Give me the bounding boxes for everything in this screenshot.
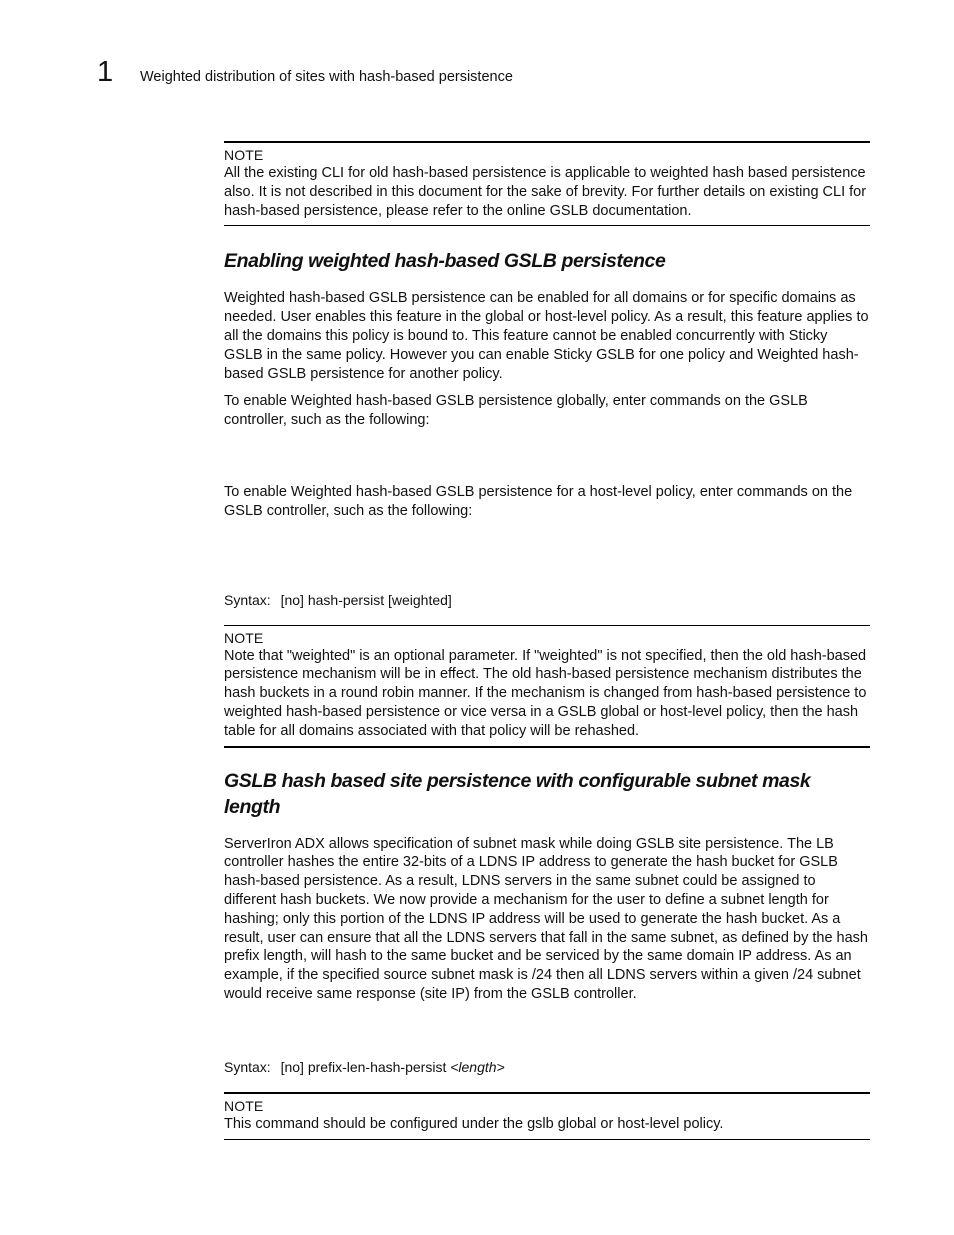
note-box	[224, 1092, 870, 1140]
paragraph: To enable Weighted hash-based GSLB persistence globally, enter commands on the GSLB controller, such as the following:	[224, 393, 808, 429]
note-label: NOTE	[224, 1097, 264, 1114]
note-box	[224, 141, 870, 226]
note-text: All the existing CLI for old hash-based persistence is applicable to weighted hash based persistence also. It is not described in this document for the sake of brevity. For further details on existing CLI for hash-based persistence, please refer to the online GSLB documentation.	[224, 165, 867, 219]
note-text	[224, 647, 870, 741]
syntax-command: [no] hash-persist [weighted]	[280, 591, 452, 608]
paragraph: ServerIron ADX allows specification of subnet mask while doing GSLB site persistence. The LB controller hashes the entire 32-bits of a LDNS IP address to generate the hash bucket for GSLB hash-based persistence. As a result, LDNS servers in the same subnet could be assigned to different hash buckets. We now provide a mechanism for the user to define a subnet length for hashing; only this portion of the LDNS IP address will be used to generate the hash bucket. As a result, user can ensure that all the LDNS servers that fall in the same subnet, as defined by the hash prefix length, will hash to the same bucket and be serviced by the same domain IP address. As an example, if the specified source subnet mask is /24 then all LDNS servers within a given /24 subnet would receive same response (site IP) from the GSLB controller.	[224, 835, 868, 1002]
note-text-part: " is an optional parameter. If "weighted" is not specified, then the old hash-based persistence mechanism will be in effect. The old hash-based persistence mechanism distributes the hash buckets in a round robin manner. If the mechanism is changed from hash-based persistence to weighted hash-based persistence or vice versa in a GSLB global or host-level policy, then the hash table for all domains associated with that policy will be rehashed.	[224, 647, 867, 739]
syntax-line	[224, 1058, 870, 1076]
note-label: NOTE	[224, 629, 264, 646]
page-content	[224, 141, 870, 1140]
running-header-title: Weighted distribution of sites with hash-based persistence	[140, 69, 513, 85]
note-box	[224, 625, 870, 748]
syntax-command: [no] prefix-len-hash-persist	[280, 1058, 447, 1075]
syntax-label: Syntax:	[224, 1058, 271, 1075]
chapter-number: 1	[97, 56, 114, 88]
section-heading-weighted-hash: Enabling weighted hash-based GSLB persistence	[224, 250, 666, 273]
syntax-parameter: <length>	[450, 1058, 505, 1075]
page-header	[97, 56, 513, 90]
section-heading-subnet-mask: GSLB hash based site persistence with configurable subnet mask length	[224, 769, 811, 818]
note-label: NOTE	[224, 147, 264, 163]
paragraph: To enable Weighted hash-based GSLB persistence for a host-level policy, enter commands on the GSLB controller, such as the following:	[224, 483, 853, 519]
note-text: This command should be configured under the gslb global or host-level policy.	[224, 1115, 724, 1132]
note-text-part: Note that "	[224, 647, 293, 664]
syntax-label: Syntax:	[224, 591, 271, 608]
syntax-line	[224, 591, 870, 609]
note-keyword: weighted	[292, 647, 351, 664]
paragraph: Weighted hash-based GSLB persistence can be enabled for all domains or for specific domains as needed. User enables this feature in the global or host-level policy. As a result, this feature applies to all the domains this policy is bound to. This feature cannot be enabled concurrently with Sticky GSLB in the same policy. However you can enable Sticky GSLB for one policy and Weighted hash-based GSLB persistence for another policy.	[224, 290, 869, 382]
